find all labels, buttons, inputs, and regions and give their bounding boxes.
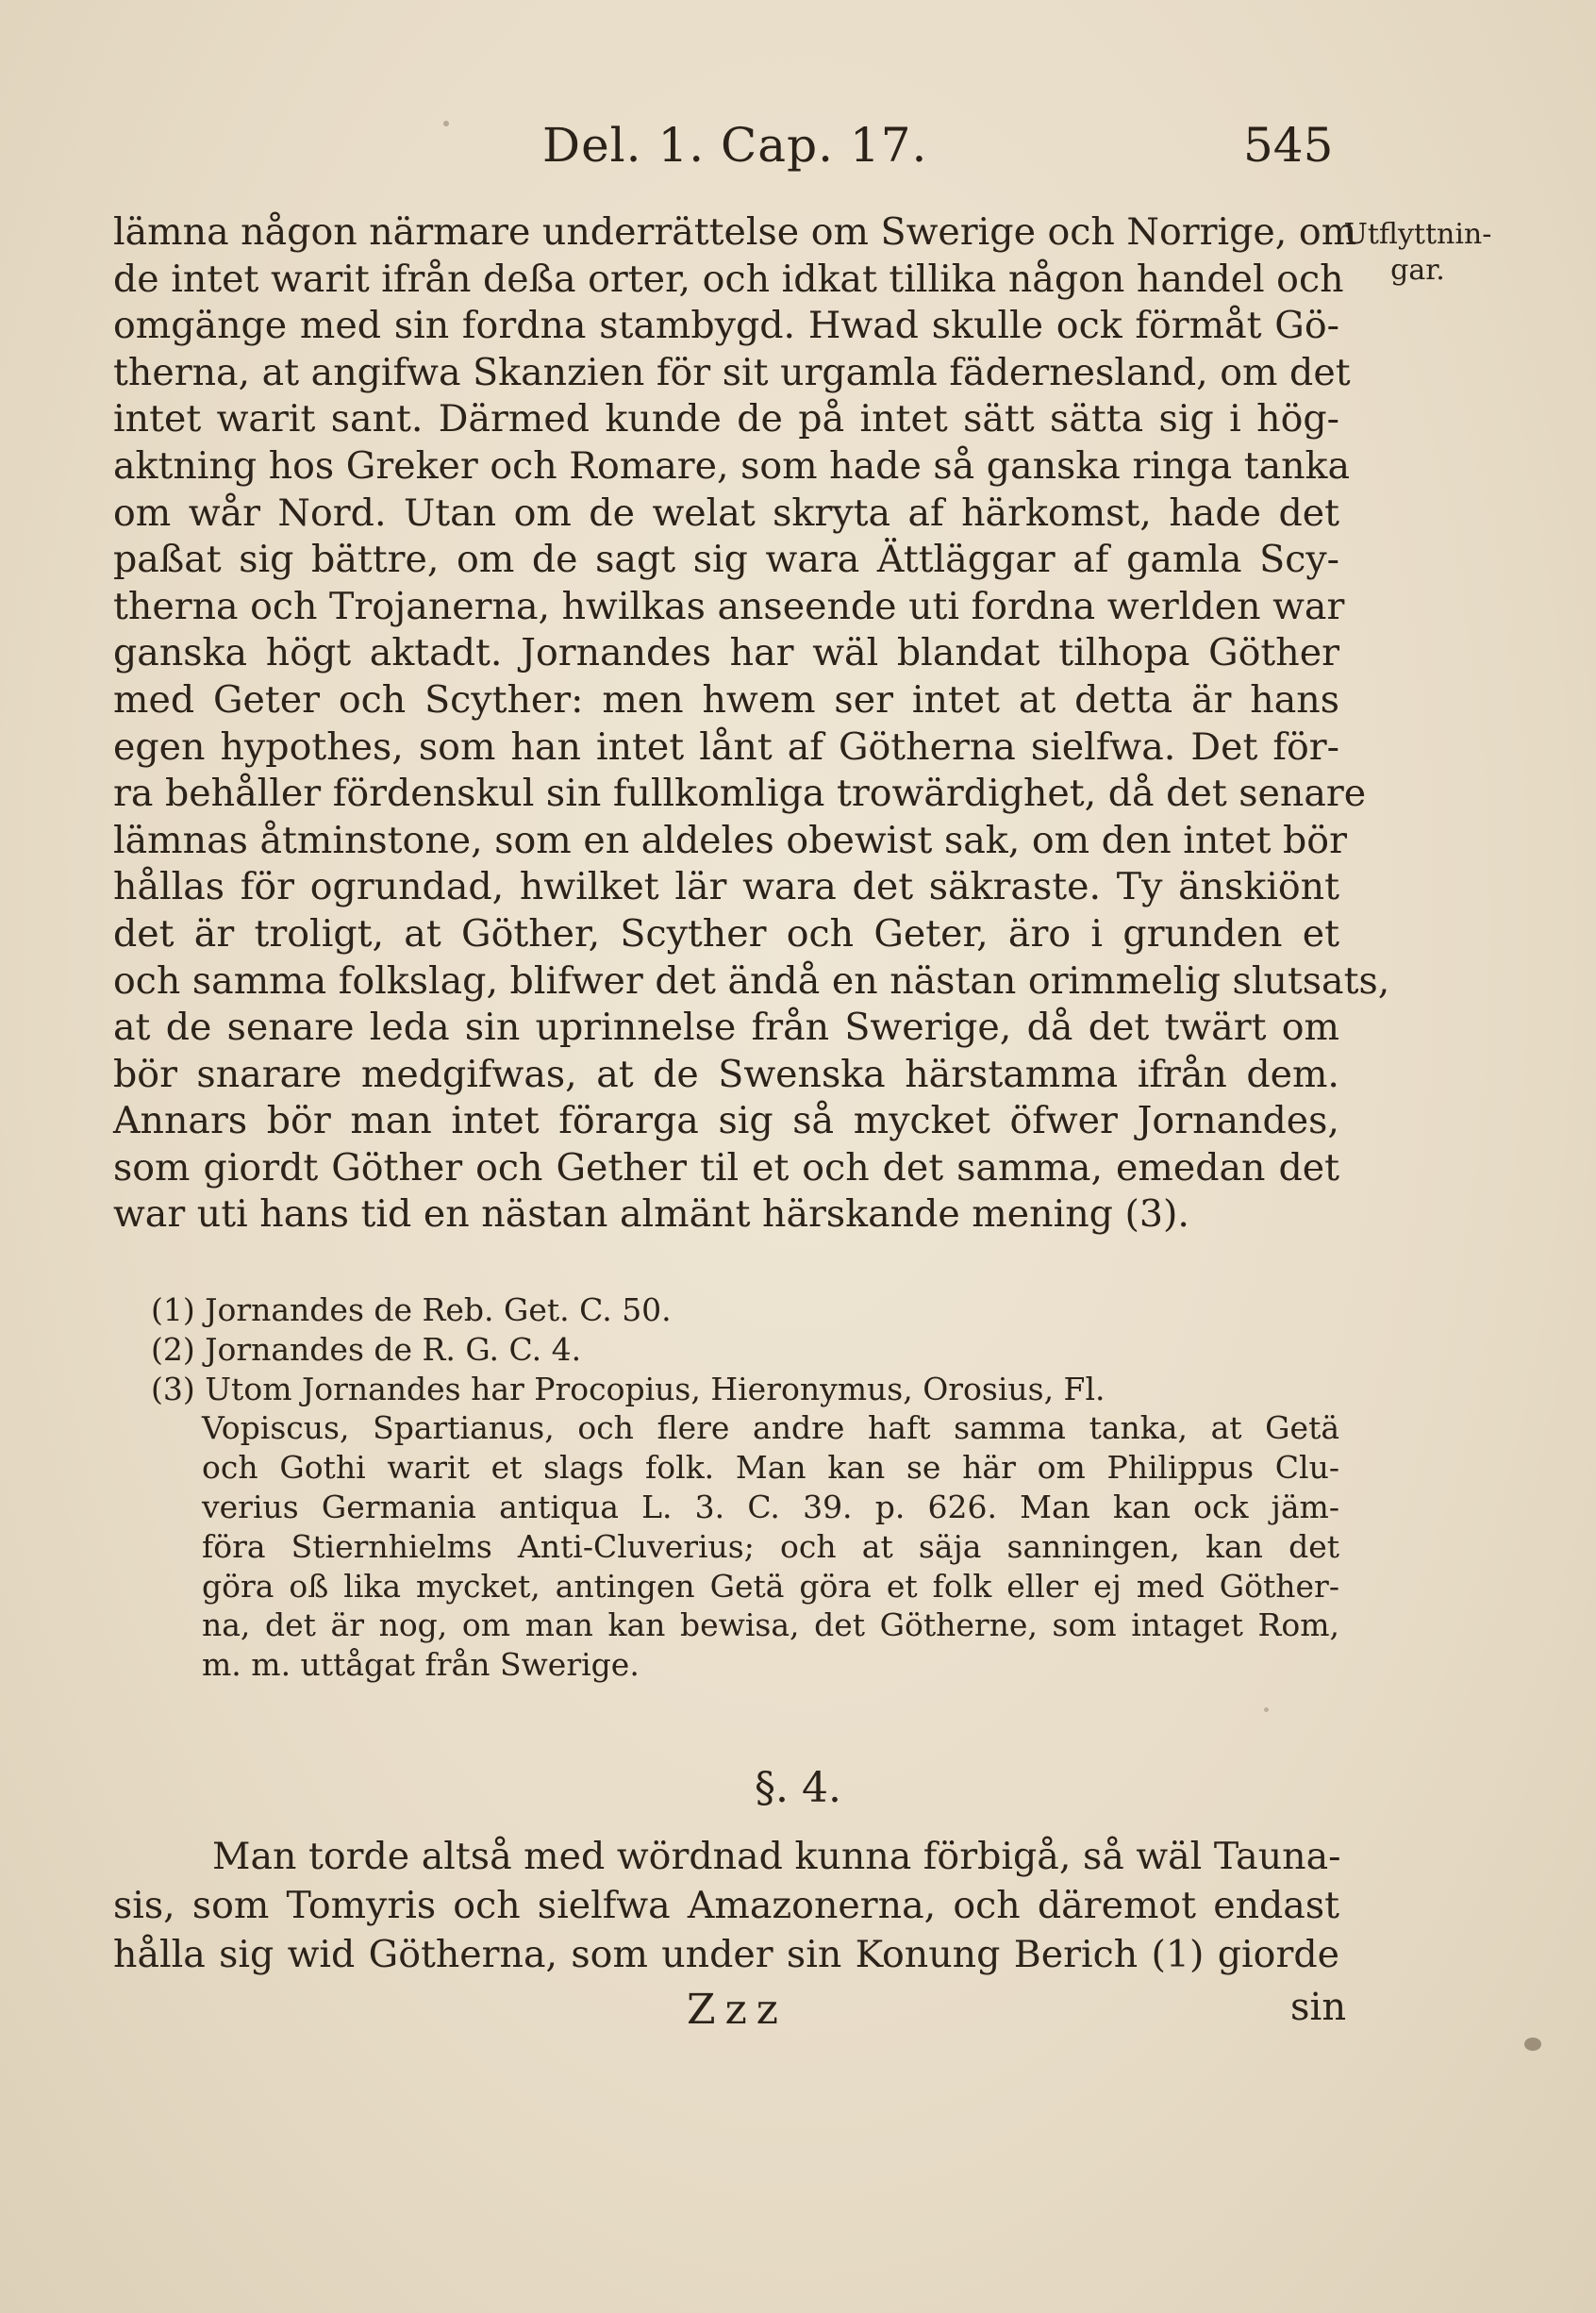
signature-mark: Zzz	[687, 1986, 788, 2034]
text-line: ra behåller fördenskul sin fullkomliga trowärdighet, då det senare	[113, 772, 1367, 816]
text-line: som giordt Göther och Gether til et och det samma, emedan det	[113, 1145, 1339, 1190]
text-line: lämna någon närmare underrättelse om Swerige och Norrige, om	[113, 210, 1357, 254]
text-line: aktning hos Greker och Romare, som hade så ganska ringa tanka	[113, 443, 1351, 488]
paper-spot	[1264, 1707, 1269, 1712]
text-line: omgänge med sin fordna stambygd. Hwad skulle ock förmåt Gö-	[113, 304, 1339, 348]
paper-spot	[443, 121, 449, 126]
footnote-text: Utom Jornandes har Procopius, Hieronymus, Orosius, Fl.	[205, 1370, 1106, 1407]
text-line: Man torde altså med wördnad kunna förbigå, så wäl Tauna-	[212, 1835, 1341, 1878]
footnote-2	[151, 1330, 1339, 1370]
footnote-marker: (3)	[151, 1370, 195, 1407]
text-line: at de senare leda sin uprinnelse från Swerige, då det twärt om	[113, 1006, 1339, 1050]
footnote-text: och Gothi warit et slags folk. Man kan se här om Philippus Clu-	[202, 1449, 1339, 1487]
catchword: sin	[1290, 1986, 1347, 2029]
main-text	[113, 209, 1390, 1239]
text-line: bör snarare medgifwas, at de Swenska härstamma ifrån dem.	[113, 1052, 1339, 1096]
page-footer	[0, 1986, 1596, 2042]
text-line: hålla sig wid Götherna, som under sin Konung Berich (1) giorde	[113, 1933, 1339, 1976]
text-line: med Geter och Scyther: men hwem ser intet at detta är hans	[113, 677, 1339, 722]
footnotes	[151, 1290, 1339, 1685]
text-line: paßat sig bättre, om de sagt sig wara Ättläggar af gamla Scy-	[113, 538, 1339, 582]
footnote-text: verius Germania antiqua L. 3. C. 39. p. 626. Man kan ock jäm-	[202, 1488, 1339, 1525]
footnote-marker: (1)	[151, 1291, 195, 1328]
margin-note	[1338, 217, 1498, 289]
text-line: intet warit sant. Därmed kunde de på intet sätt sätta sig i hög-	[113, 397, 1339, 441]
footnote-1	[151, 1290, 1339, 1330]
margin-note-line: Utflyttnin-	[1343, 218, 1492, 251]
text-line: war uti hans tid en nästan almänt härskande mening (3).	[113, 1192, 1189, 1237]
text-line: hållas för ogrundad, hwilket lär wara det säkraste. Ty änskiönt	[113, 865, 1339, 909]
margin-note-line: gar.	[1390, 254, 1445, 287]
text-line: och samma folkslag, blifwer det ändå en nästan orimmelig slutsats,	[113, 958, 1390, 1003]
text-line: sis, som Tomyris och sielfwa Amazonerna, och däremot endast	[113, 1884, 1339, 1927]
footnote-text: föra Stiernhielms Anti-Cluverius; och at säja sanningen, kan det	[202, 1527, 1339, 1565]
page-header	[0, 118, 1596, 175]
text-line: egen hypothes, som han intet lånt af Götherna sielfwa. Det för-	[113, 724, 1339, 769]
paper-spot	[1524, 2038, 1541, 2051]
footnote-3	[151, 1370, 1339, 1409]
text-line: ganska högt aktadt. Jornandes har wäl blandat tilhopa Göther	[113, 631, 1339, 675]
section-heading: §. 4.	[755, 1764, 841, 1812]
footnote-text: göra oß lika mycket, antingen Getä göra et folk eller ej med Göther-	[202, 1567, 1339, 1605]
text-line: om wår Nord. Utan om de welat skryta af härkomst, hade det	[113, 491, 1339, 535]
footnote-text: m. m. uttågat från Swerige.	[202, 1646, 640, 1684]
text-line: Annars bör man intet förarga sig så mycket öfwer Jornandes,	[113, 1099, 1339, 1143]
text-line: de intet warit ifrån deßa orter, och idkat tillika någon handel och	[113, 257, 1344, 301]
footnote-text: na, det är nog, om man kan bewisa, det Götherne, som intaget Rom,	[202, 1606, 1339, 1644]
footnote-text: Vopiscus, Spartianus, och flere andre haft samma tanka, at Getä	[202, 1409, 1339, 1447]
page-number: 545	[1243, 118, 1334, 173]
running-head: Del. 1. Cap. 17.	[542, 118, 928, 173]
text-line: lämnas åtminstone, som en aldeles obewist sak, om den intet bör	[113, 818, 1347, 862]
footnote-text: Jornandes de R. G. C. 4.	[205, 1330, 582, 1368]
section-text	[113, 1832, 1339, 1979]
text-line: det är troligt, at Göther, Scyther och Geter, äro i grunden et	[113, 911, 1339, 956]
text-line: therna och Trojanerna, hwilkas anseende uti fordna werlden war	[113, 584, 1345, 628]
footnote-marker: (2)	[151, 1330, 195, 1368]
footnote-text: Jornandes de Reb. Get. C. 50.	[205, 1291, 672, 1328]
text-line: therna, at angifwa Skanzien för sit urgamla fädernesland, om det	[113, 350, 1351, 394]
